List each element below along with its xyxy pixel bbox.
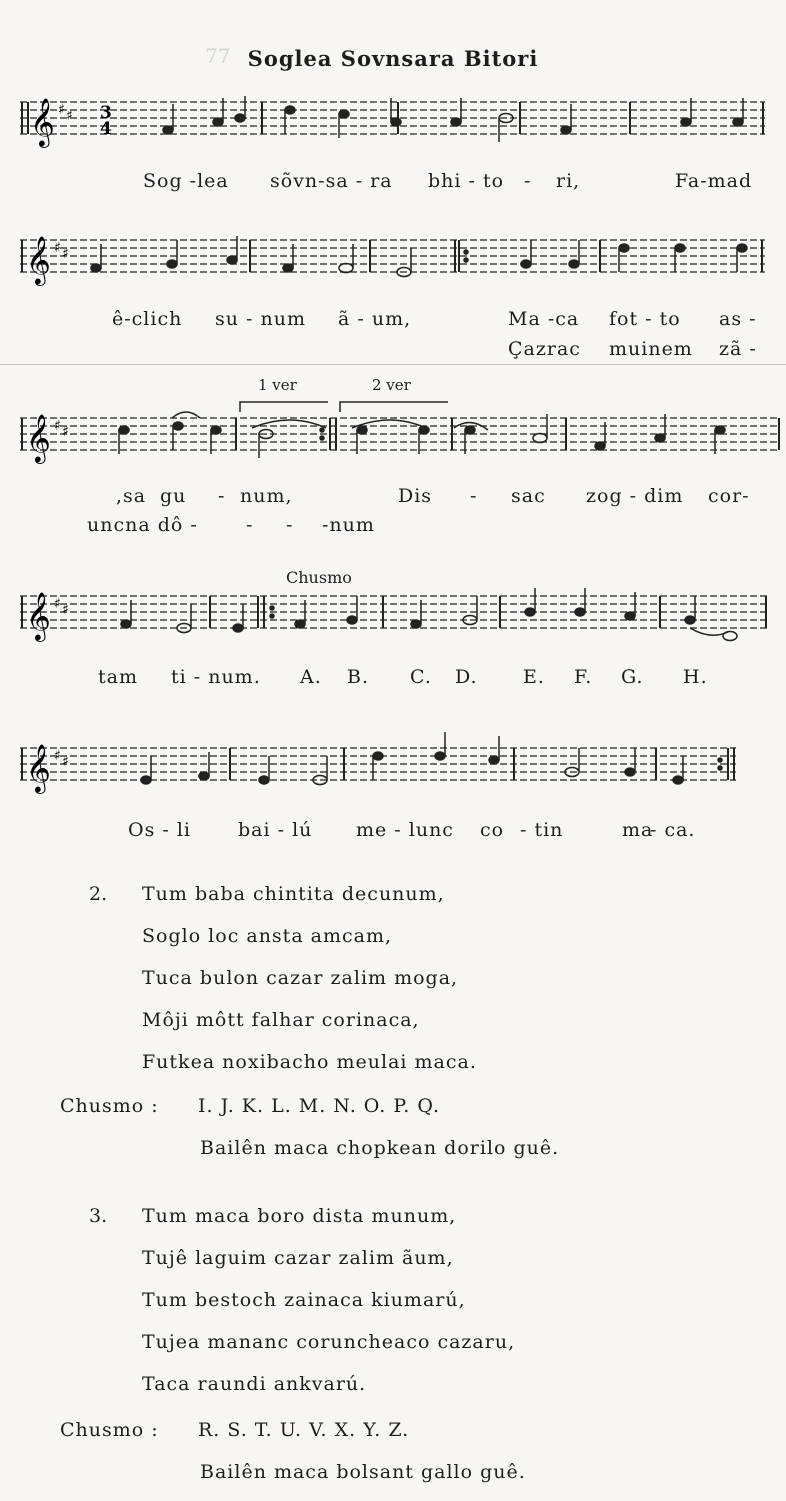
svg-text:♯: ♯ xyxy=(66,108,73,124)
chusmo-label: Chusmo xyxy=(286,568,352,587)
lyric: cor- xyxy=(708,485,750,507)
lyric: Os - li xyxy=(128,819,191,841)
lyric: ri, xyxy=(556,170,581,192)
lyric: - ca. xyxy=(650,819,696,841)
verse-line: Soglo loc ansta amcam, xyxy=(142,925,393,947)
verse-line: Tujea mananc coruncheaco cazaru, xyxy=(142,1331,516,1353)
lyric: -num xyxy=(322,514,375,536)
lyric: zã - xyxy=(719,338,757,360)
lyric: sac xyxy=(511,485,546,507)
lyric: zog - dim xyxy=(586,485,684,507)
verse-line: Tum maca boro dista munum, xyxy=(142,1205,457,1227)
music-system-5 xyxy=(0,728,786,848)
lyric: - xyxy=(524,170,532,192)
verse-line: Môji môtt falhar corinaca, xyxy=(142,1009,420,1031)
lyric: - tin xyxy=(520,819,564,841)
staff-4 xyxy=(0,566,786,661)
treble-clef-icon: 𝄞 xyxy=(26,413,51,462)
lyric: H. xyxy=(683,666,708,688)
lyric: Sog -lea xyxy=(143,170,229,192)
lyric: su - num xyxy=(215,308,306,330)
treble-clef-icon: 𝄞 xyxy=(26,591,51,640)
svg-text:4: 4 xyxy=(100,119,112,139)
svg-text:♯: ♯ xyxy=(62,602,69,618)
staff-5 xyxy=(0,728,786,813)
verse-line: Tujê laguim cazar zalim ãum, xyxy=(142,1247,454,1269)
chorus-line: Bailên maca chopkean dorilo guê. xyxy=(200,1137,560,1159)
treble-clef-icon: 𝄞 xyxy=(26,743,51,792)
lyric: ê-clich xyxy=(112,308,183,330)
svg-text:♯: ♯ xyxy=(54,418,61,434)
divider xyxy=(0,364,786,365)
verse-line: Tum bestoch zainaca kiumarú, xyxy=(142,1289,466,1311)
svg-text:♯: ♯ xyxy=(58,102,65,118)
chorus-letters: R. S. T. U. V. X. Y. Z. xyxy=(198,1419,410,1441)
svg-text:♯: ♯ xyxy=(62,246,69,262)
lyric: ,sa xyxy=(116,485,147,507)
lyric: G. xyxy=(621,666,644,688)
verse-number: 3. xyxy=(89,1205,108,1227)
lyric: uncna dô - xyxy=(87,514,198,536)
treble-clef-icon: 𝄞 xyxy=(30,97,55,146)
first-ending-label: 1 ver xyxy=(258,376,297,394)
music-system-3 xyxy=(0,372,786,552)
lyric: ã - um, xyxy=(338,308,412,330)
lyric: C. xyxy=(410,666,432,688)
lyric: sõvn-sa - ra xyxy=(270,170,393,192)
staff-3 xyxy=(0,372,786,482)
svg-text:♯: ♯ xyxy=(54,596,61,612)
treble-clef-icon: 𝄞 xyxy=(26,235,51,284)
lyric: as - xyxy=(719,308,757,330)
svg-text:♯: ♯ xyxy=(62,754,69,770)
svg-text:3: 3 xyxy=(100,103,112,123)
verse-number: 2. xyxy=(89,883,108,905)
lyric: ma xyxy=(622,819,654,841)
chorus-line: Bailên maca bolsant gallo guê. xyxy=(200,1461,526,1483)
lyric: Dis xyxy=(398,485,433,507)
music-system-4 xyxy=(0,566,786,696)
chorus-label: Chusmo : xyxy=(60,1419,159,1441)
lyric: bhi - to xyxy=(428,170,505,192)
svg-text:♯: ♯ xyxy=(54,240,61,256)
lyric: me - lunc xyxy=(356,819,454,841)
verse-line: Tuca bulon cazar zalim moga, xyxy=(142,967,459,989)
lyric: ti - num. xyxy=(171,666,261,688)
svg-text:♯: ♯ xyxy=(62,424,69,440)
chorus-label: Chusmo : xyxy=(60,1095,159,1117)
lyric: E. xyxy=(523,666,545,688)
second-ending-label: 2 ver xyxy=(372,376,411,394)
staff-1 xyxy=(0,90,786,160)
lyric: - xyxy=(470,485,478,507)
svg-text:♯: ♯ xyxy=(54,748,61,764)
lyric: - xyxy=(286,514,294,536)
lyric: num, xyxy=(240,485,293,507)
verse-line: Tum baba chintita decunum, xyxy=(142,883,445,905)
lyric: B. xyxy=(347,666,370,688)
chorus-letters: I. J. K. L. M. N. O. P. Q. xyxy=(198,1095,441,1117)
lyric: - xyxy=(218,485,226,507)
lyric: tam xyxy=(98,666,138,688)
lyric: - xyxy=(246,514,254,536)
lyric: fot - to xyxy=(609,308,681,330)
music-system-1 xyxy=(0,90,786,200)
lyric: Ma -ca xyxy=(508,308,580,330)
verse-line: Futkea noxibacho meulai maca. xyxy=(142,1051,477,1073)
verse-line: Taca raundi ankvarú. xyxy=(142,1373,367,1395)
staff-2 xyxy=(0,222,786,297)
lyric: muinem xyxy=(609,338,693,360)
page-number: 77 xyxy=(205,44,231,68)
music-system-2 xyxy=(0,222,786,362)
lyric: Fa-mad xyxy=(675,170,753,192)
lyric: A. xyxy=(300,666,322,688)
lyric: Çazrac xyxy=(508,338,581,360)
lyric: co xyxy=(480,819,505,841)
lyric: gu xyxy=(160,485,187,507)
lyric: F. xyxy=(574,666,593,688)
lyric: D. xyxy=(455,666,478,688)
song-title: Soglea Sovnsara Bitori xyxy=(247,46,539,71)
lyric: bai - lú xyxy=(238,819,313,841)
